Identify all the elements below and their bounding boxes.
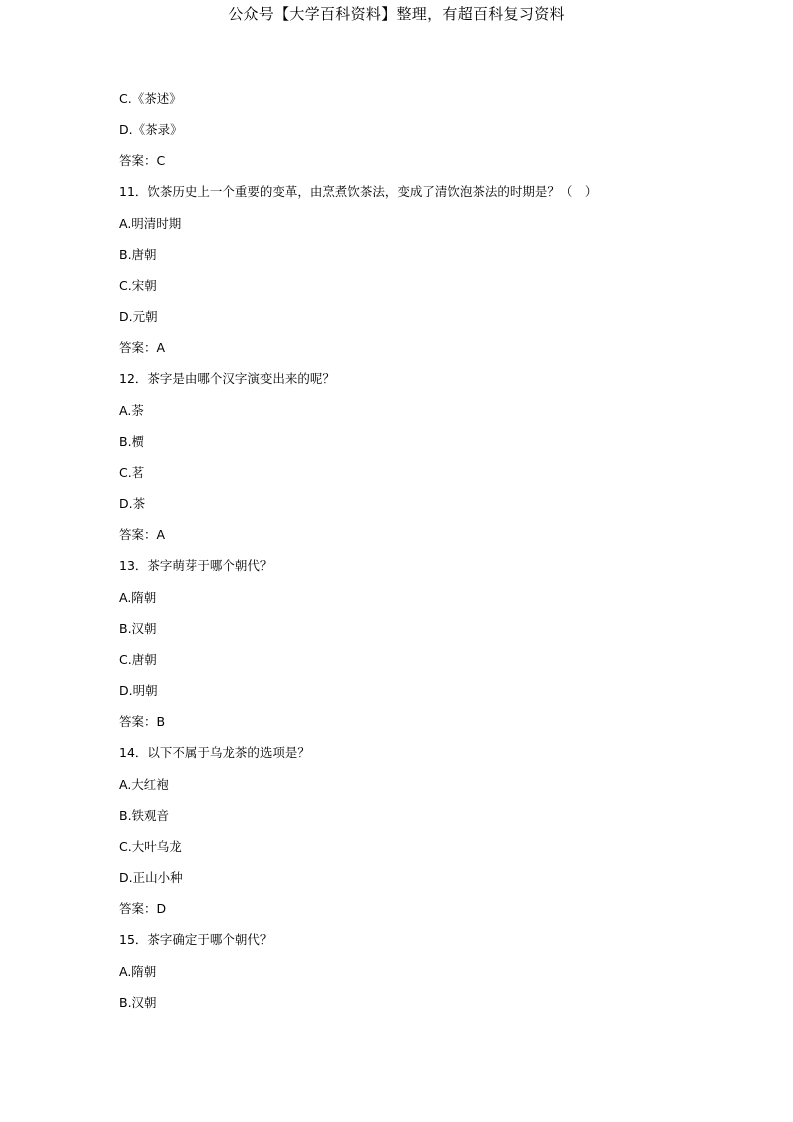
option-line: A.大红袍: [119, 777, 169, 792]
answer-line: 答案：A: [119, 527, 166, 542]
option-line: A.荼: [119, 403, 144, 418]
answer-line: 答案：A: [119, 340, 166, 355]
option-line: B.唐朝: [119, 247, 157, 262]
answer-line: 答案：D: [119, 901, 167, 916]
option-line: C.《茶述》: [119, 91, 182, 106]
option-line: C.宋朝: [119, 278, 157, 293]
question-line: 15．茶字确定于哪个朝代？: [119, 932, 273, 947]
option-line: A.隋朝: [119, 964, 157, 979]
option-line: D.正山小种: [119, 870, 183, 885]
answer-line: 答案：C: [119, 153, 166, 168]
option-line: C.茗: [119, 465, 145, 480]
option-line: A.明清时期: [119, 216, 182, 231]
option-line: D.元朝: [119, 309, 158, 324]
answer-line: 答案：B: [119, 714, 166, 729]
option-line: D.明朝: [119, 683, 158, 698]
question-line: 12．茶字是由哪个汉字演变出来的呢？: [119, 371, 335, 386]
page-header: 公众号【大学百科资料】整理，有超百科复习资料: [228, 5, 565, 23]
option-line: B.汉朝: [119, 621, 157, 636]
question-line: 14．以下不属于乌龙茶的选项是？: [119, 745, 310, 760]
option-line: D.茶: [119, 496, 146, 511]
option-line: C.唐朝: [119, 652, 157, 667]
option-line: B.铁观音: [119, 808, 170, 823]
option-line: C.大叶乌龙: [119, 839, 182, 854]
option-line: B.槚: [119, 434, 145, 449]
option-line: A.隋朝: [119, 590, 157, 605]
option-line: D.《茶录》: [119, 122, 183, 137]
question-line: 11．饮茶历史上一个重要的变革，由烹煮饮茶法，变成了清饮泡茶法的时期是？（ ）: [119, 184, 598, 199]
option-line: B.汉朝: [119, 995, 157, 1010]
question-line: 13．茶字萌芽于哪个朝代？: [119, 558, 273, 573]
